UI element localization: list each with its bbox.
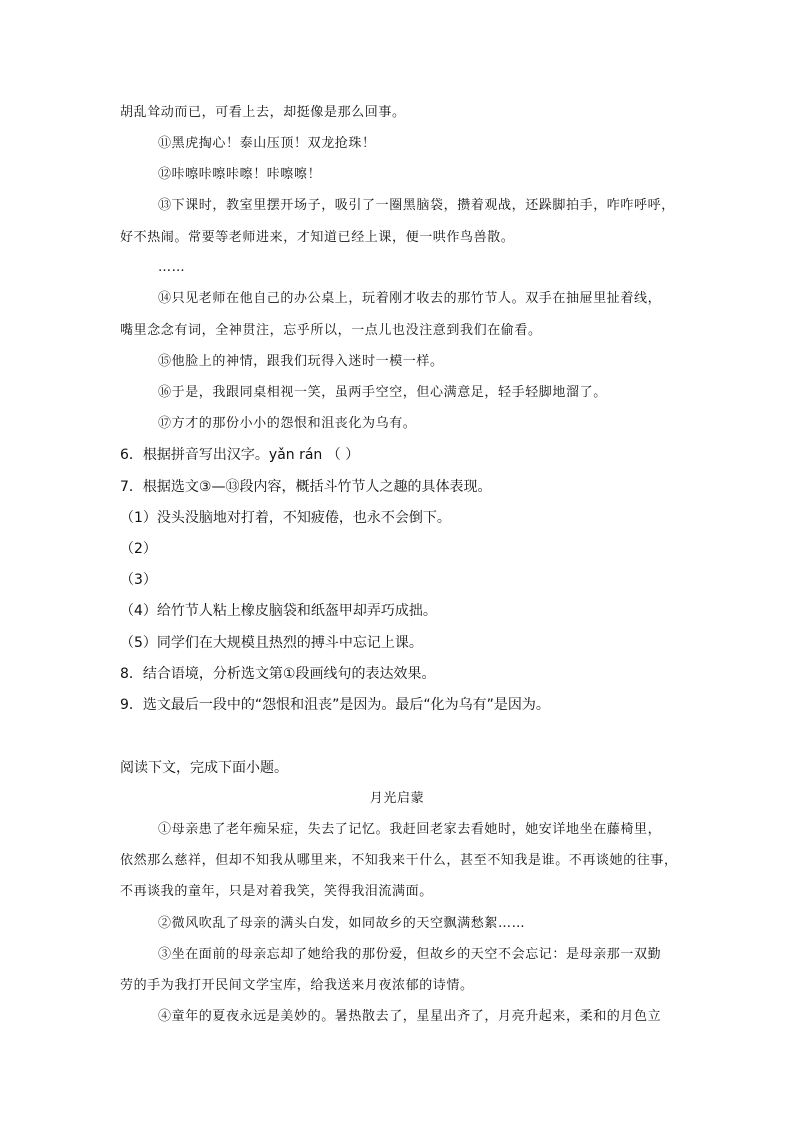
passage1-line-2: ⑪黑虎掏心！泰山压顶！双龙抢珠！ bbox=[158, 136, 376, 151]
reading2-line-2: 依然那么慈祥，但却不知我从哪里来，不知我来干什么，甚至不知我是谁。不再谈她的往事， bbox=[120, 853, 678, 868]
question-7-item-4: （4）给竹节人粘上橡皮脑袋和纸盔甲却弄巧成拙。 bbox=[120, 603, 437, 619]
passage1-line-6: …… bbox=[158, 260, 186, 275]
passage1-line-10: ⑯于是，我跟同桌相视一笑，虽两手空空，但心满意足，轻手轻脚地溜了。 bbox=[158, 385, 607, 400]
question-7-item-3: （3） bbox=[120, 572, 157, 588]
passage1-line-11: ⑰方才的那份小小的怨恨和沮丧化为乌有。 bbox=[158, 416, 417, 431]
reading2-instruction: 阅读下文，完成下面小题。 bbox=[120, 760, 288, 776]
question-7: 7．根据选文③—⑬段内容，概括斗竹节人之趣的具体表现。 bbox=[120, 479, 492, 495]
question-7-item-1: （1）没头没脑地对打着，不知疲倦，也永不会倒下。 bbox=[120, 510, 451, 526]
reading2-line-4: ②微风吹乱了母亲的满头白发，如同故乡的天空飘满愁絮…… bbox=[158, 916, 526, 931]
passage1-line-5: 好不热闹。常要等老师进来，才知道已经上课，便一哄作鸟兽散。 bbox=[120, 230, 515, 245]
reading2-line-3: 不再谈我的童年，只是对着我笑，笑得我泪流满面。 bbox=[120, 884, 433, 899]
question-9: 9．选文最后一段中的“怨恨和沮丧”是因为。最后“化为乌有”是因为。 bbox=[120, 697, 550, 713]
passage1-line-9: ⑮他脸上的神情，跟我们玩得入迷时一模一样。 bbox=[158, 354, 444, 369]
passage1-line-3: ⑫咔嚓咔嚓咔嚓！咔嚓嚓！ bbox=[158, 167, 322, 182]
reading2-line-1: ①母亲患了老年痴呆症，失去了记忆。我赶回老家去看她时，她安详地坐在藤椅里， bbox=[158, 822, 662, 837]
reading2-line-5: ③坐在面前的母亲忘却了她给我的那份爱，但故乡的天空不会忘记：是母亲那一双勤 bbox=[158, 947, 662, 962]
passage1-line-1: 胡乱耸动而已，可看上去，却挺像是那么回事。 bbox=[120, 105, 406, 120]
passage1-line-7: ⑭只见老师在他自己的办公桌上，玩着刚才收去的那竹节人。双手在抽屉里扯着线， bbox=[158, 291, 662, 306]
question-8: 8．结合语境，分析选文第①段画线句的表达效果。 bbox=[120, 666, 436, 682]
reading2-line-6: 劳的手为我打开民间文学宝库，给我送来月夜浓郁的诗情。 bbox=[120, 978, 474, 993]
reading2-line-7: ④童年的夏夜永远是美妙的。暑热散去了，星星出齐了，月亮升起来，柔和的月色立 bbox=[158, 1009, 662, 1024]
question-6: 6．根据拼音写出汉字。yǎn rán （ ） bbox=[120, 447, 360, 463]
reading2-title: 月光启蒙 bbox=[369, 791, 425, 806]
question-7-item-5: （5）同学们在大规模且热烈的搏斗中忘记上课。 bbox=[120, 635, 423, 651]
passage1-line-8: 嘴里念念有词，全神贯注，忘乎所以，一点儿也没注意到我们在偷看。 bbox=[120, 323, 542, 338]
passage1-line-4: ⑬下课时，教室里摆开场子，吸引了一圈黑脑袋，攒着观战，还跺脚拍手，咋咋呼呼， bbox=[158, 198, 675, 213]
question-7-item-2: （2） bbox=[120, 541, 157, 557]
